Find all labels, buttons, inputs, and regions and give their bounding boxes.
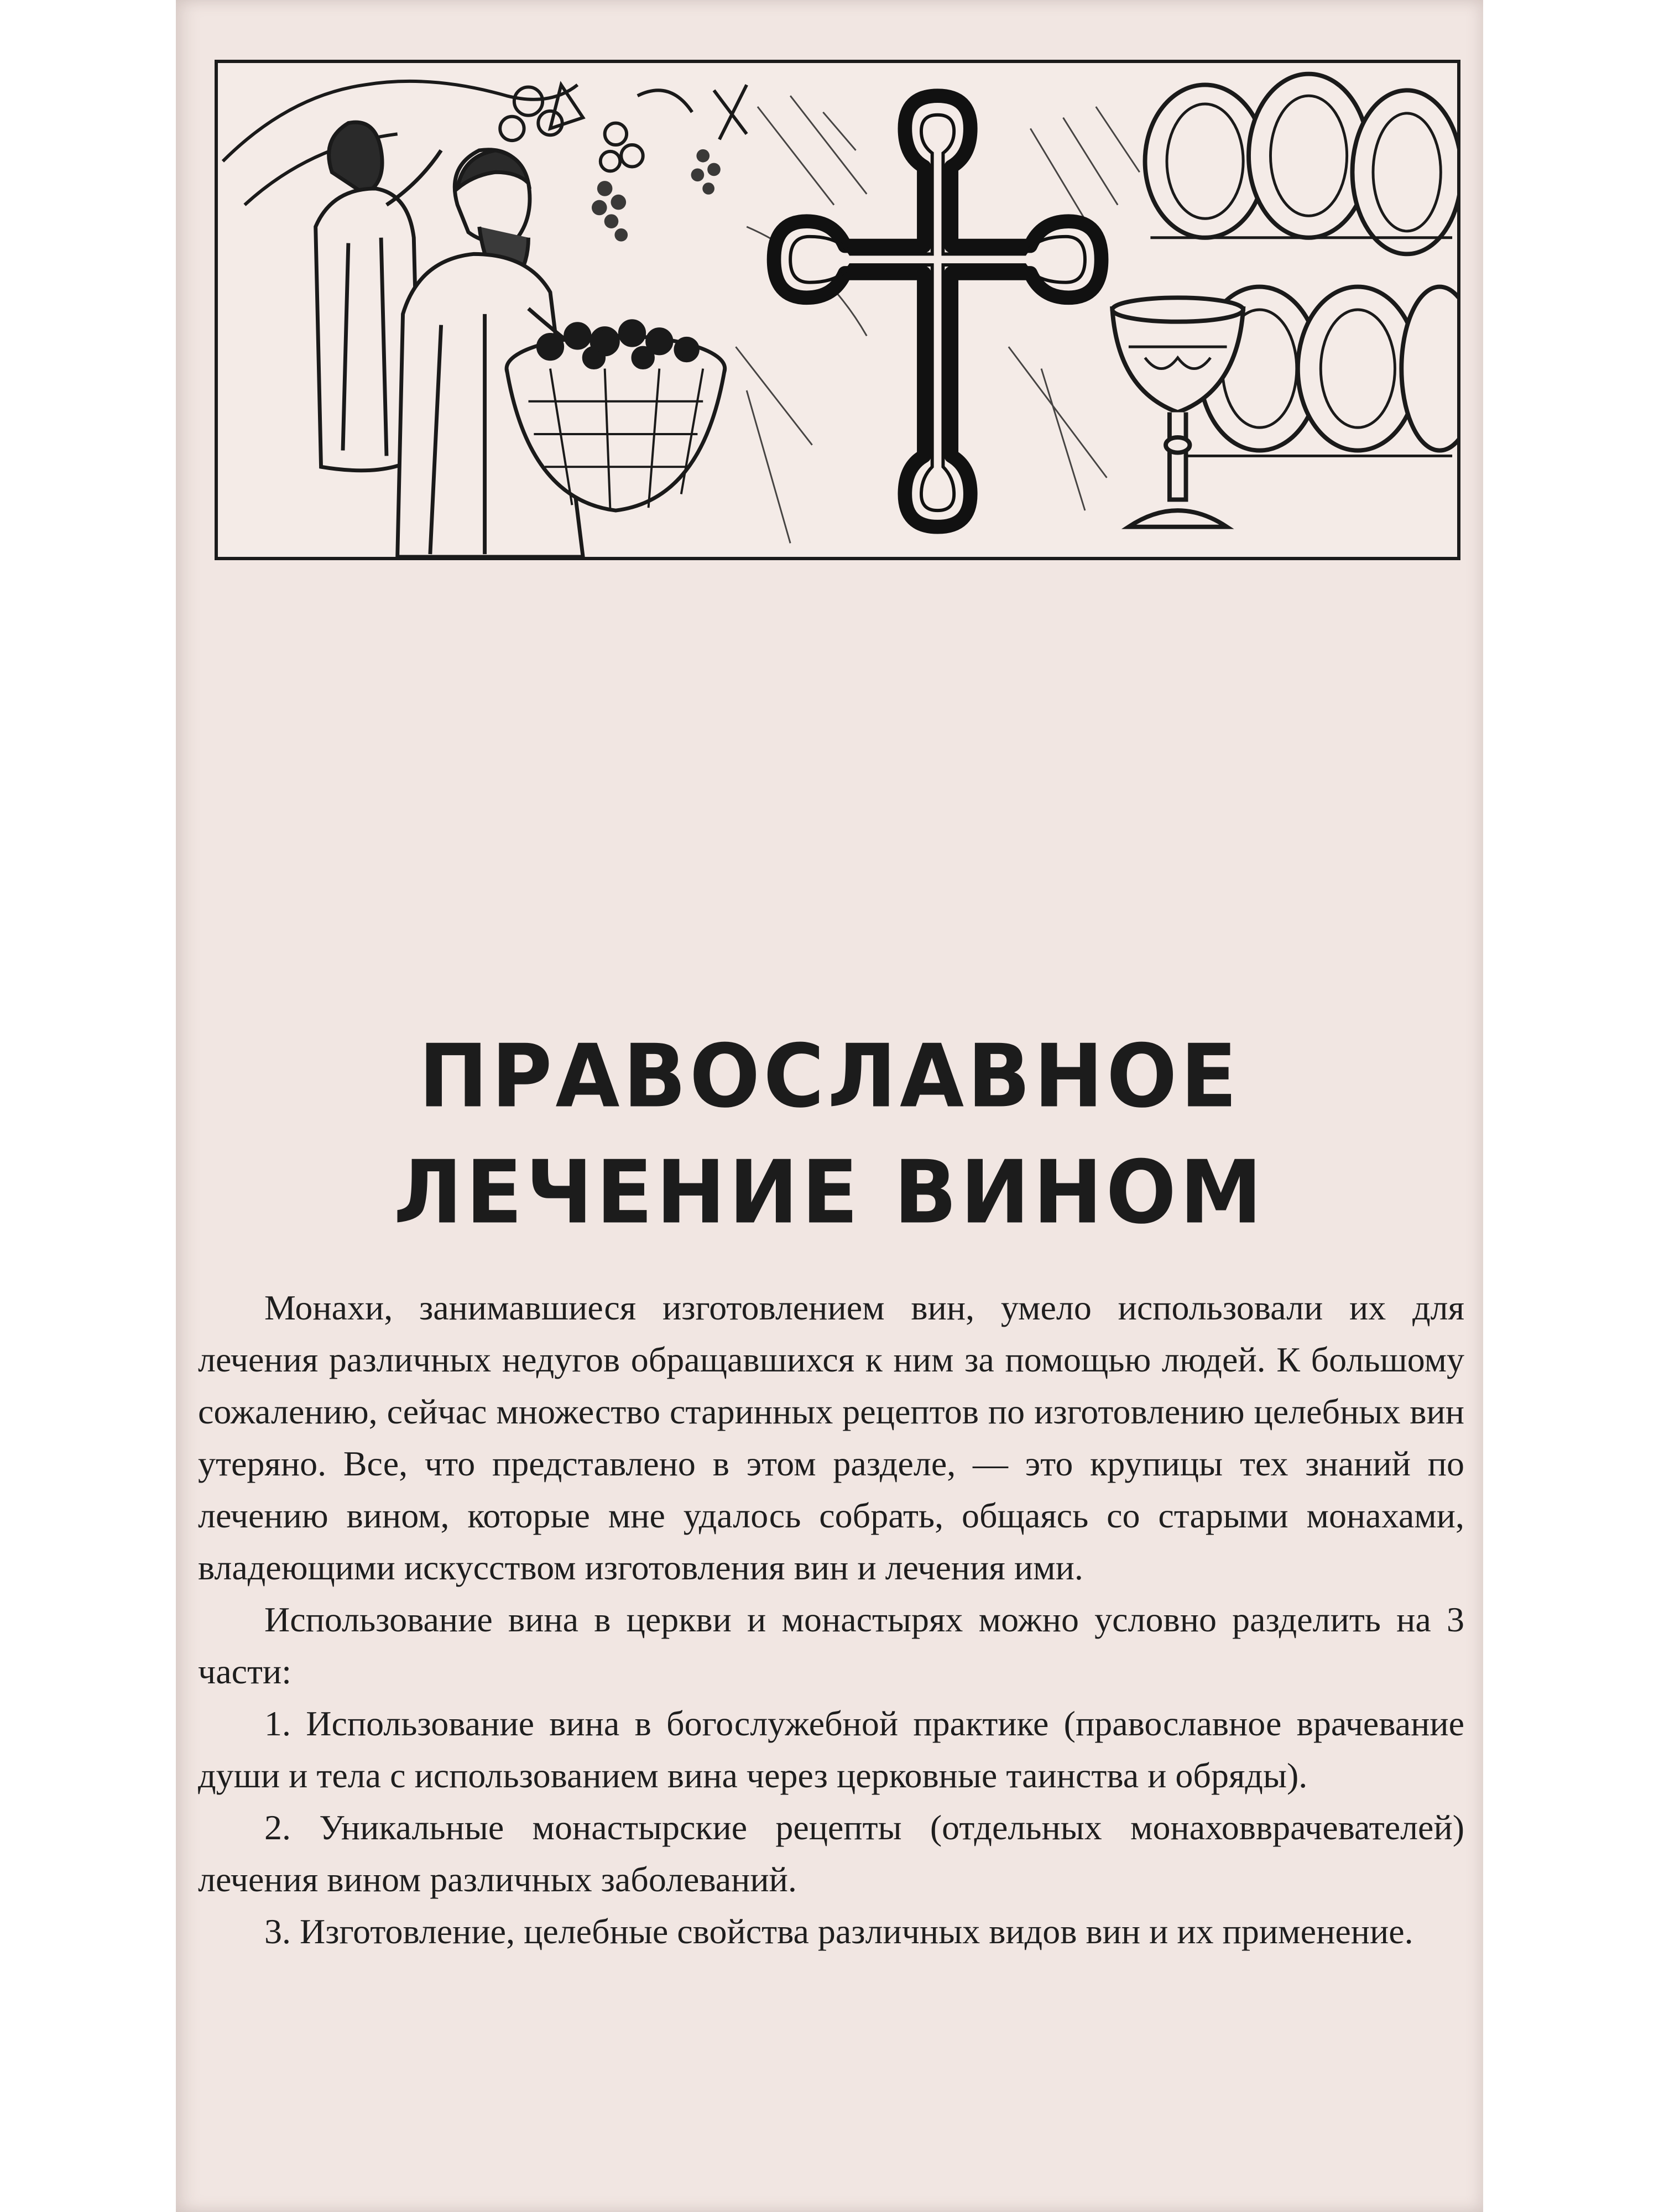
paragraph-intro: Монахи, занимавшиеся изготовлением вин, умело использовали их для лечения различных недугов обращавшихся к ним за помощью людей. К большому сожалению, сейчас множество старинных рецептов по изготовлению целебных вин утеряно. Все, что представлено в этом разделе, — это крупицы тех знаний по лечению вином, которые мне удалось собрать, общаясь со старыми монахами, владеющими искусством изготовления вин и лечения ими. [198,1288,1464,1587]
list-item-2: 2. Уникальные монастырские рецепты (отдельных монаховврачевателей) лечения вином различных заболеваний. [198,1808,1464,1899]
header-illustration [215,60,1460,560]
book-page [176,0,1483,2212]
chapter-title-line-1: ПРАВОСЛАВНОЕ [418,1026,1240,1128]
paragraph-division: Использование вина в церкви и монастырях можно условно разделить на 3 части: [198,1600,1464,1691]
list-item-3: 3. Изготовление, целебные свойства различных видов вин и их применение. [264,1912,1413,1951]
chapter-title-line-2: ЛЕЧЕНИЕ ВИНОМ [393,1142,1266,1244]
scan-right-margin [1483,0,1659,2212]
scan-left-margin [0,0,176,2212]
chapter-body-text [198,1282,1464,1958]
list-item-1: 1. Использование вина в богослужебной практике (православное врачевание души и тела с использованием вина через церковные таинства и обряды). [198,1704,1464,1795]
